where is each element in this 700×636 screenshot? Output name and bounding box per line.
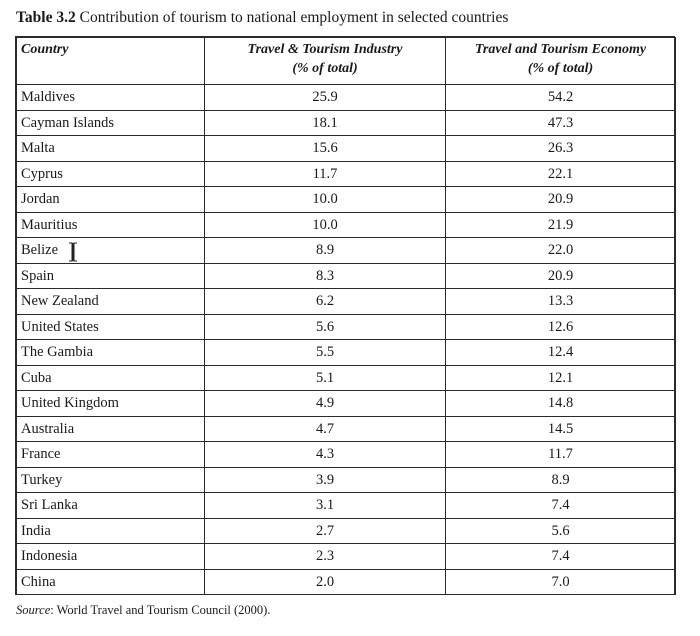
table-row [17,85,676,111]
table-title: Contribution of tourism to national employment in selected countries [79,9,509,26]
industry-cell: 11.7 [205,161,446,187]
table-row [17,136,676,162]
economy-cell: 21.9 [446,212,676,238]
table-row [17,161,676,187]
table-row [17,416,676,442]
economy-cell: 20.9 [446,187,676,213]
economy-cell: 12.1 [446,365,676,391]
country-cell: Australia [17,416,205,442]
country-cell: New Zealand [17,289,205,315]
table-row [17,442,676,468]
industry-cell: 4.9 [205,391,446,417]
industry-cell: 8.9 [205,238,446,264]
industry-cell: 5.6 [205,314,446,340]
industry-cell: 2.3 [205,544,446,570]
economy-cell: 20.9 [446,263,676,289]
table-row [17,238,676,264]
industry-cell: 3.9 [205,467,446,493]
country-cell: China [17,569,205,595]
industry-cell: 2.7 [205,518,446,544]
country-cell: France [17,442,205,468]
country-cell: The Gambia [17,340,205,366]
economy-cell: 7.0 [446,569,676,595]
economy-cell: 14.5 [446,416,676,442]
country-cell: Jordan [17,187,205,213]
table-row [17,467,676,493]
country-cell: Spain [17,263,205,289]
employment-table [16,37,676,595]
economy-cell: 11.7 [446,442,676,468]
economy-cell: 47.3 [446,110,676,136]
table-row [17,187,676,213]
industry-cell: 3.1 [205,493,446,519]
table-row [17,314,676,340]
country-cell: Cayman Islands [17,110,205,136]
economy-cell: 14.8 [446,391,676,417]
table-row [17,340,676,366]
table-row [17,493,676,519]
country-cell: Malta [17,136,205,162]
economy-cell: 5.6 [446,518,676,544]
country-cell: Maldives [17,85,205,111]
industry-cell: 4.7 [205,416,446,442]
country-cell: Turkey [17,467,205,493]
table-row [17,110,676,136]
economy-cell: 12.6 [446,314,676,340]
table-row [17,569,676,595]
table-row [17,212,676,238]
table-number: Table 3.2 [16,9,76,26]
header-country: Country [17,38,205,85]
source-note: Source: World Travel and Tourism Council (2000). [16,603,271,617]
table-row [17,365,676,391]
table-caption [16,9,696,27]
economy-cell: 22.0 [446,238,676,264]
country-cell: United Kingdom [17,391,205,417]
industry-cell: 2.0 [205,569,446,595]
industry-cell: 8.3 [205,263,446,289]
country-cell: Cyprus [17,161,205,187]
industry-cell: 6.2 [205,289,446,315]
country-cell: Indonesia [17,544,205,570]
industry-cell: 18.1 [205,110,446,136]
country-cell: Mauritius [17,212,205,238]
economy-cell: 8.9 [446,467,676,493]
industry-cell: 15.6 [205,136,446,162]
table-row [17,544,676,570]
header-industry: Travel & Tourism Industry (% of total) [205,38,446,85]
industry-cell: 5.5 [205,340,446,366]
economy-cell: 7.4 [446,493,676,519]
industry-cell: 5.1 [205,365,446,391]
country-cell: Cuba [17,365,205,391]
header-row [17,38,676,85]
table-row [17,391,676,417]
text-ibeam-cursor-icon [68,242,78,262]
table-row [17,289,676,315]
header-economy: Travel and Tourism Economy (% of total) [446,38,676,85]
country-cell: Sri Lanka [17,493,205,519]
industry-cell: 10.0 [205,187,446,213]
economy-cell: 7.4 [446,544,676,570]
industry-cell: 25.9 [205,85,446,111]
industry-cell: 4.3 [205,442,446,468]
economy-cell: 26.3 [446,136,676,162]
country-cell: United States [17,314,205,340]
country-cell: India [17,518,205,544]
economy-cell: 12.4 [446,340,676,366]
table-body [17,85,676,595]
table-row [17,518,676,544]
economy-cell: 54.2 [446,85,676,111]
economy-cell: 13.3 [446,289,676,315]
economy-cell: 22.1 [446,161,676,187]
table-row [17,263,676,289]
country-cell: Belize [17,238,205,264]
industry-cell: 10.0 [205,212,446,238]
